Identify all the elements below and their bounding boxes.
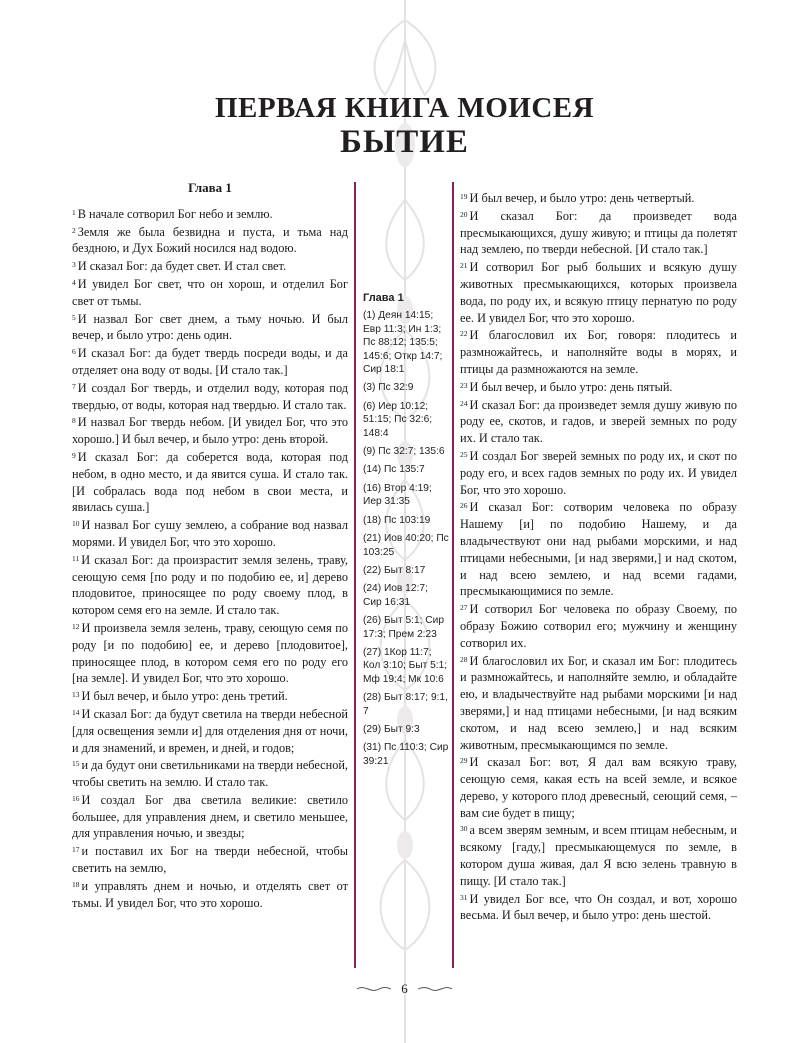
verse-number: 25 [460, 449, 468, 459]
verse-text: И был вечер, и было утро: день четвертый. [469, 191, 695, 205]
verse [72, 276, 348, 310]
verse-text: И сказал Бог: да произрастит земля зелень, траву, сеющую семя [по роду и по подобию ее, и] дерево плодовитое, приносящее по роду своему плод, в котором семя его на земле. И стало так. [72, 552, 348, 618]
verse-number: 5 [72, 312, 76, 322]
verse-text: и управлять днем и ночью, и отделять свет от тьмы. И увидел Бог, что это хорошо. [72, 878, 348, 910]
verse [72, 345, 348, 379]
verse-number: 13 [72, 690, 80, 700]
verse-number: 3 [72, 260, 76, 270]
reference-entry: (16) Втор 4:19; Иер 31:35 [363, 482, 432, 508]
flourish-right-icon [418, 984, 452, 994]
reference-entry: (27) 1Кор 11:7; Кол 3:10; Быт 5:1; Мф 19:4; Мк 10:6 [363, 646, 448, 685]
verse-text: И назвал Бог твердь небом. [И увидел Бог, что это хорошо.] И был вечер, и было утро: день второй. [72, 415, 348, 447]
verse [460, 653, 737, 754]
verse [72, 258, 348, 275]
verse [72, 620, 348, 687]
verse-number: 28 [460, 654, 468, 664]
verse-text: И благословил их Бог, и сказал им Бог: плодитесь и размножайтесь, и наполняйте землю, и обладайте ею, и владычествуйте над рыбами морскими [и над зверями,] и над птицами небесными, [и над всяким скотом, и над всею землею,] и над всяким животным, пресмыкающимся по земле. [460, 653, 737, 752]
reference-entry: (31) Пс 110:3; Сир 39:21 [363, 742, 449, 767]
verse-text: И был вечер, и было утро: день пятый. [469, 379, 673, 394]
verse [72, 552, 348, 619]
verse-number: 21 [460, 261, 468, 271]
verse-text: И сказал Бог: да будет твердь посреди воды, и да отделяет она воду от воды. [И стало так.] [72, 346, 348, 377]
verse-text: И сказал Бог: да будут светила на тверди небесной [для освещения земли и] для отделения дня от ночи, и для знамений, и времен, и дней, и годов; [72, 706, 348, 755]
reference-entry: (14) Пс 135:7 [363, 464, 425, 476]
verse-text: и поставил их Бог на тверди небесной, чтобы светить на землю, [72, 844, 348, 876]
references-heading: Глава 1 [363, 292, 404, 304]
verse [460, 190, 737, 207]
verse [72, 517, 348, 551]
reference-entry: (18) Пс 103:19 [363, 514, 431, 526]
column-divider-right [452, 182, 454, 968]
column-divider-left [354, 182, 356, 968]
verse-text: И назвал Бог свет днем, а тьму ночью. И был вечер, и было утро: день один. [72, 311, 348, 343]
verse [72, 224, 348, 258]
verse-number: 12 [72, 621, 80, 631]
verse-number: 23 [460, 380, 468, 390]
cross-references [363, 292, 449, 773]
verse-text: И увидел Бог все, что Он создал, и вот, хорошо весьма. И был вечер, и было утро: день шестой. [460, 891, 737, 923]
verse-text: И сотворил Бог рыб больших и всякую душу животных пресмыкающихся, которых произвела вода, по роду их, и всякую птицу пернатую по роду ее. И увидел Бог, что это хорошо. [460, 260, 737, 325]
verse-text: и да будут они светильниками на тверди небесной, чтобы светить на землю. И стало так. [72, 758, 348, 790]
verse [460, 601, 737, 651]
verse-number: 10 [72, 519, 80, 529]
verse-number: 8 [72, 416, 76, 426]
reference-entry: (29) Быт 9:3 [363, 723, 420, 735]
verse-text: И благословил их Бог, говоря: плодитесь и размножайтесь, и наполняйте воды в морях, и птицы да размножаются на земле. [460, 328, 737, 376]
chapter-heading: Глава 1 [188, 180, 232, 195]
verse-number: 19 [460, 192, 468, 201]
verse [72, 414, 348, 448]
verse-number: 6 [72, 347, 76, 357]
verse-number: 1 [72, 207, 76, 217]
verse-number: 9 [72, 450, 76, 460]
verse-text: И создал Бог твердь, и отделил воду, которая под твердью, от воды, которая над твердью. И стало так. [72, 380, 348, 412]
verse-number: 27 [460, 603, 468, 613]
verse [72, 878, 348, 912]
verse-text: И сказал Бог: да произведет земля душу живую по роду ее, скотов, и гадов, и зверей земных по роду их. И стало так. [460, 397, 737, 446]
verse-text: И был вечер, и было утро: день третий. [81, 689, 288, 704]
reference-entry: (9) Пс 32:7; 135:6 [363, 446, 445, 458]
text-column-left [72, 180, 348, 912]
verse [72, 706, 348, 756]
reference-entry: (3) Пс 32:9 [363, 382, 414, 394]
verse-text: И создал Бог зверей земных по роду их, и скот по роду его, и всех гадов земных по роду их. И увидел Бог, что это хорошо. [460, 448, 737, 497]
verse-number: 18 [72, 879, 80, 889]
reference-entry: (6) Иер 10:12; 51:15; Пс 32:6; 148:4 [363, 400, 433, 439]
verse [460, 822, 737, 889]
text-column-right [460, 190, 737, 925]
verse [460, 499, 737, 600]
verse [460, 327, 737, 377]
verse-number: 7 [72, 381, 76, 391]
verse [72, 792, 348, 842]
verse-number: 20 [460, 209, 468, 219]
verse [460, 891, 737, 925]
book-title: ПЕРВАЯ КНИГА МОИСЕЯ [214, 92, 595, 124]
verse [72, 757, 348, 791]
verse-text: В начале сотворил Бог небо и землю. [77, 206, 273, 221]
verse-text: И сотворил Бог человека по образу Своему, по образу Божию сотворил его; мужчину и женщину сотворил их. [460, 602, 737, 650]
verse [460, 397, 737, 447]
verse [72, 380, 348, 414]
verse-text: а всем зверям земным, и всем птицам небесным, и всякому [гаду,] пресмыкающемуся по земле, в котором душа живая, дал Я всю зелень травную в пищу. [И стало так.] [460, 823, 737, 888]
verse-number: 4 [72, 277, 76, 287]
verse-text: И произвела земля зелень, траву, сеющую семя по роду [и по подобию] ее, и дерево [плодовитое], приносящее плод, в котором семя его по роду его [на земле]. И увидел Бог, что это хорошо. [72, 620, 348, 686]
verse-text: И назвал Бог сушу землею, а собрание вод назвал морями. И увидел Бог, что это хорошо. [72, 518, 348, 549]
verse-text: Земля же была безвидна и пуста, и тьма над бездною, и Дух Божий носился над водою. [72, 224, 348, 256]
verse [72, 449, 348, 516]
verse [72, 206, 348, 223]
verse-number: 29 [460, 756, 468, 766]
flourish-left-icon [357, 984, 391, 994]
verse-number: 17 [72, 845, 80, 855]
verse-text: И сказал Бог: сотворим человека по образу Нашему [и] по подобию Нашему, и да владычествуют они над рыбами морскими, и над птицами небесными, [и над зверями,] и над скотом, и над всею землею, и над всеми гадами, пресмыкающимися по земле. [460, 500, 737, 599]
verse-number: 16 [72, 793, 80, 803]
verse-number: 14 [72, 707, 80, 717]
reference-entry: (28) Быт 8:17; 9:1, 7 [363, 692, 448, 717]
verse-number: 31 [460, 892, 468, 902]
verse-number: 22 [460, 329, 468, 339]
verse-text: И сказал Бог: да будет свет. И стал свет. [77, 259, 287, 274]
verse-number: 2 [72, 225, 76, 235]
verse-text: И сказал Бог: да соберется вода, которая под небом, в одно место, и да явится суша. И стало так. [И собралась вода под небом в свои места, и явилась суша.] [72, 449, 348, 515]
verse-text: И сказал Бог: да произведет вода пресмыкающихся, душу живую; и птицы да полетят над землею, по тверди небесной. [И стало так.] [460, 208, 737, 257]
reference-entry: (21) Иов 40:20; Пс 103:25 [363, 533, 449, 558]
verse [460, 448, 737, 498]
book-subtitle: БЫТИЕ [340, 124, 469, 160]
verse-number: 11 [72, 553, 80, 563]
reference-entry: (1) Деян 14:15; Евр 11:3; Ин 1:3; Пс 88:12; 135:5; 145:6; Откр 14:7; Сир 18:1 [363, 310, 443, 376]
verse-text: И увидел Бог свет, что он хорош, и отделил Бог свет от тьмы. [72, 276, 348, 308]
verse [460, 208, 737, 258]
verse-text: И создал Бог два светила великие: светило большее, для управления днем, и светило меньшее, для управления ночью, и звезды; [72, 792, 348, 841]
verse [72, 688, 348, 705]
reference-entry: (24) Иов 12:7; Сир 16:31 [363, 583, 428, 608]
verse-text: И сказал Бог: вот, Я дал вам всякую траву, сеющую семя, какая есть на всей земле, и всякое дерево, у которого плод древесный, сеющий семя, – вам сие будет в пищу; [460, 755, 737, 820]
verse-number: 24 [460, 398, 468, 408]
reference-entry: (26) Быт 5:1; Сир 17:3; Прем 2:23 [363, 615, 444, 640]
verse-number: 30 [460, 824, 468, 834]
verse [72, 843, 348, 877]
verse [72, 311, 348, 345]
reference-entry: (22) Быт 8:17 [363, 564, 426, 576]
page-number: 6 [401, 981, 408, 997]
verse [460, 259, 737, 326]
verse-number: 15 [72, 759, 80, 769]
verse-number: 26 [460, 501, 468, 511]
page-footer [0, 980, 809, 998]
verse [460, 754, 737, 821]
verse [460, 379, 737, 396]
